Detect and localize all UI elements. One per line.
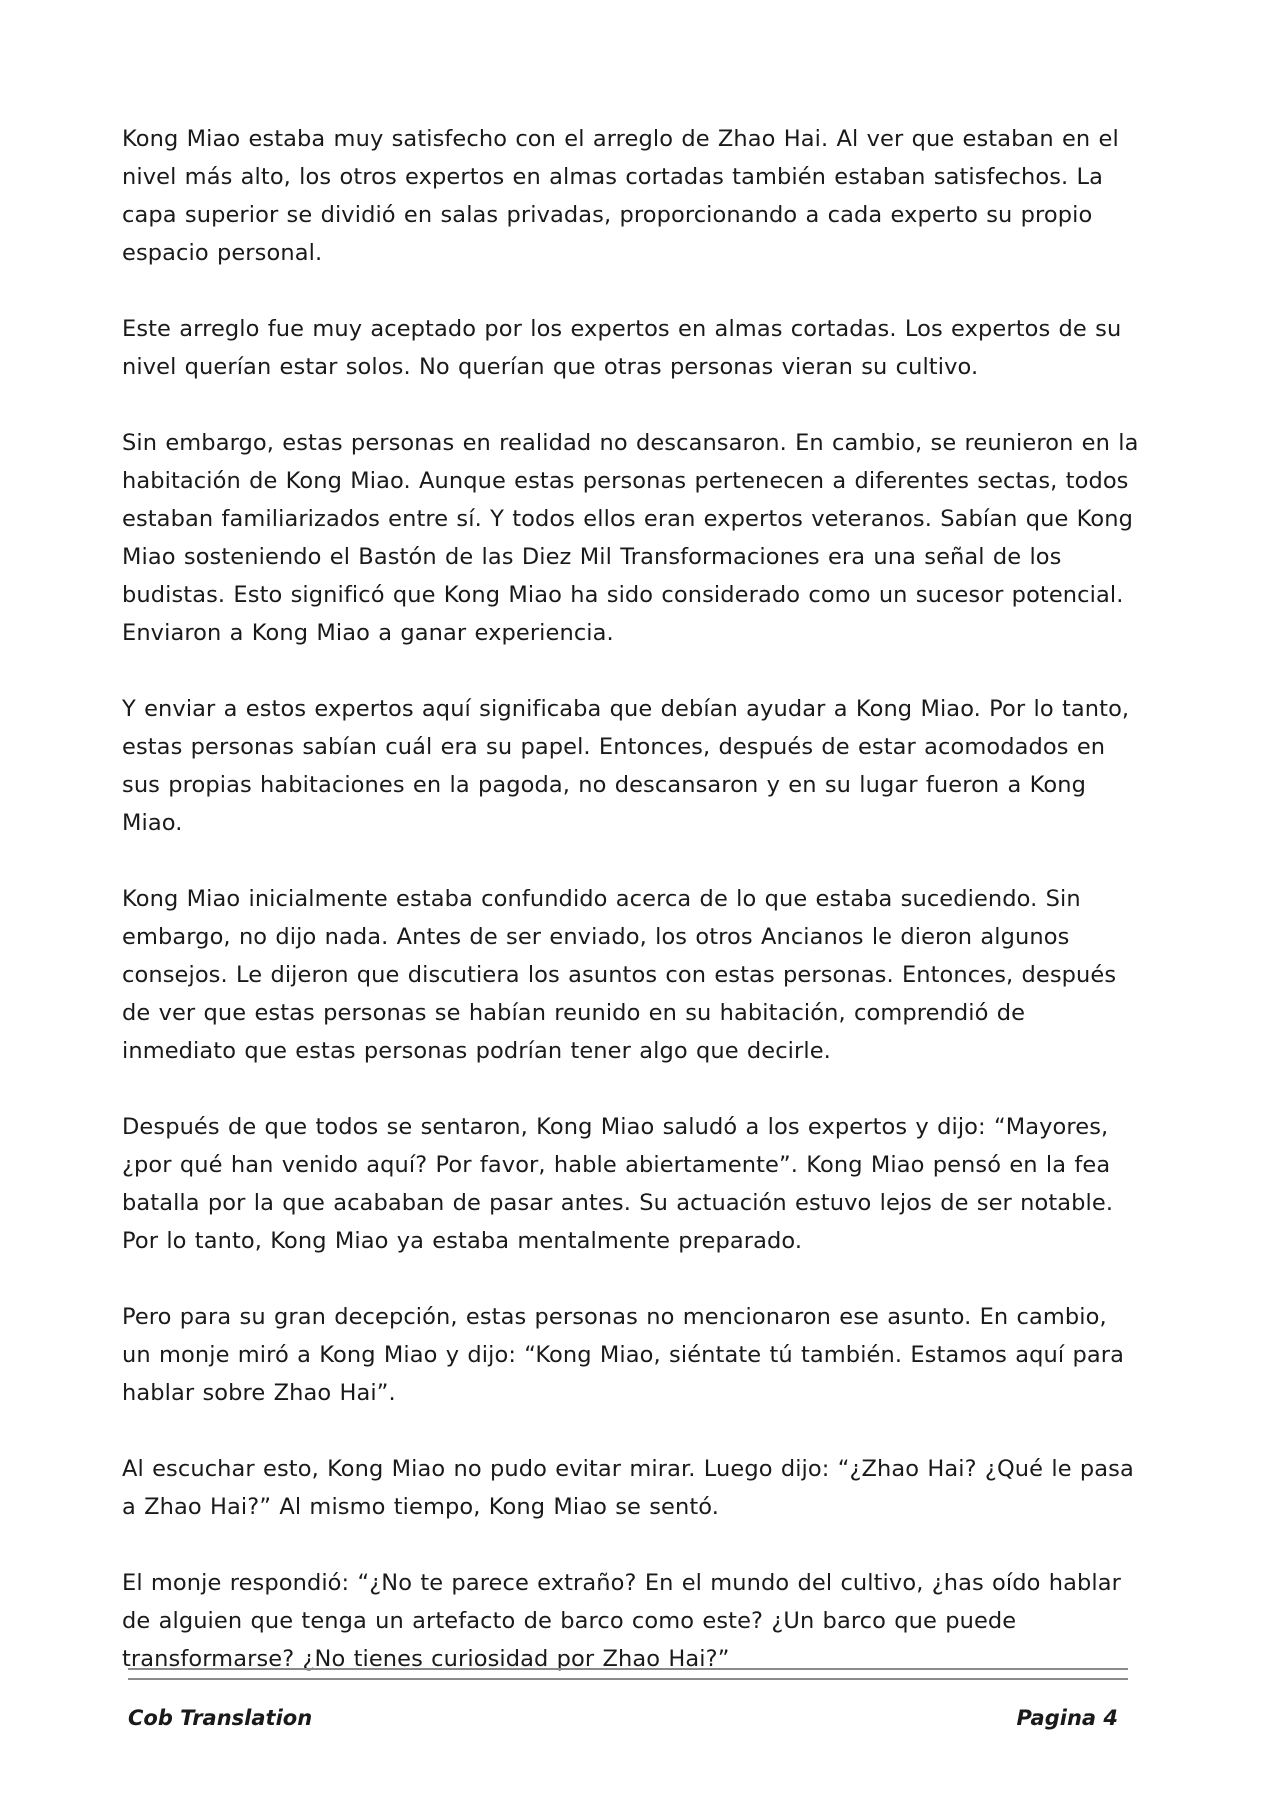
- paragraph-7: Pero para su gran decepción, estas personas no mencionaron ese asunto. En cambio, un monje miró a Kong Miao y dijo: “Kong Miao, siéntate tú también. Estamos aquí para hablar sobre Zhao Hai”.: [122, 1304, 1124, 1406]
- paragraph-2: Este arreglo fue muy aceptado por los expertos en almas cortadas. Los expertos de su nivel querían estar solos. No querían que otras personas vieran su cultivo.: [122, 316, 1122, 380]
- paragraph-3: Sin embargo, estas personas en realidad no descansaron. En cambio, se reunieron en la habitación de Kong Miao. Aunque estas personas pertenecen a diferentes sectas, todos estaban familiarizados entre sí. Y todos ellos eran expertos veteranos. Sabían que Kong Miao sosteniendo el Bastón de las Diez Mil Transformaciones era una señal de los budistas. Esto significó que Kong Miao ha sido considerado como un sucesor potencial. Enviaron a Kong Miao a ganar experiencia.: [122, 430, 1139, 646]
- paragraph-5: Kong Miao inicialmente estaba confundido acerca de lo que estaba sucediendo. Sin embargo, no dijo nada. Antes de ser enviado, los otros Ancianos le dieron algunos consejos. Le dijeron que discutiera los asuntos con estas personas. Entonces, después de ver que estas personas se habían reunido en su habitación, comprendió de inmediato que estas personas podrían tener algo que decirle.: [122, 886, 1117, 1064]
- paragraph-8: Al escuchar esto, Kong Miao no pudo evitar mirar. Luego dijo: “¿Zhao Hai? ¿Qué le pasa a Zhao Hai?” Al mismo tiempo, Kong Miao se sentó.: [122, 1456, 1134, 1520]
- paragraph-9: El monje respondió: “¿No te parece extraño? En el mundo del cultivo, ¿has oído hablar de alguien que tenga un artefacto de barco como este? ¿Un barco que puede transformarse? ¿No tienes curiosidad por Zhao Hai?”: [122, 1570, 1121, 1672]
- paragraph-6: Después de que todos se sentaron, Kong Miao saludó a los expertos y dijo: “Mayores, ¿por qué han venido aquí? Por favor, hable abiertamente”. Kong Miao pensó en la fea batalla por la que acababan de pasar antes. Su actuación estuvo lejos de ser notable. Por lo tanto, Kong Miao ya estaba mentalmente preparado.: [122, 1114, 1114, 1254]
- footer-divider-top: [128, 1668, 1128, 1670]
- page-body: [122, 120, 1142, 1716]
- paragraph-4: Y enviar a estos expertos aquí significaba que debían ayudar a Kong Miao. Por lo tanto, estas personas sabían cuál era su papel. Entonces, después de estar acomodados en sus propias habitaciones en la pagoda, no descansaron y en su lugar fueron a Kong Miao.: [122, 696, 1130, 836]
- paragraph-1: Kong Miao estaba muy satisfecho con el arreglo de Zhao Hai. Al ver que estaban en el nivel más alto, los otros expertos en almas cortadas también estaban satisfechos. La capa superior se dividió en salas privadas, proporcionando a cada experto su propio espacio personal.: [122, 126, 1119, 266]
- footer-translator-credit: Cob Translation: [128, 1706, 313, 1730]
- footer-divider-bottom: [128, 1678, 1128, 1680]
- footer-page-number: Pagina 4: [1016, 1706, 1118, 1730]
